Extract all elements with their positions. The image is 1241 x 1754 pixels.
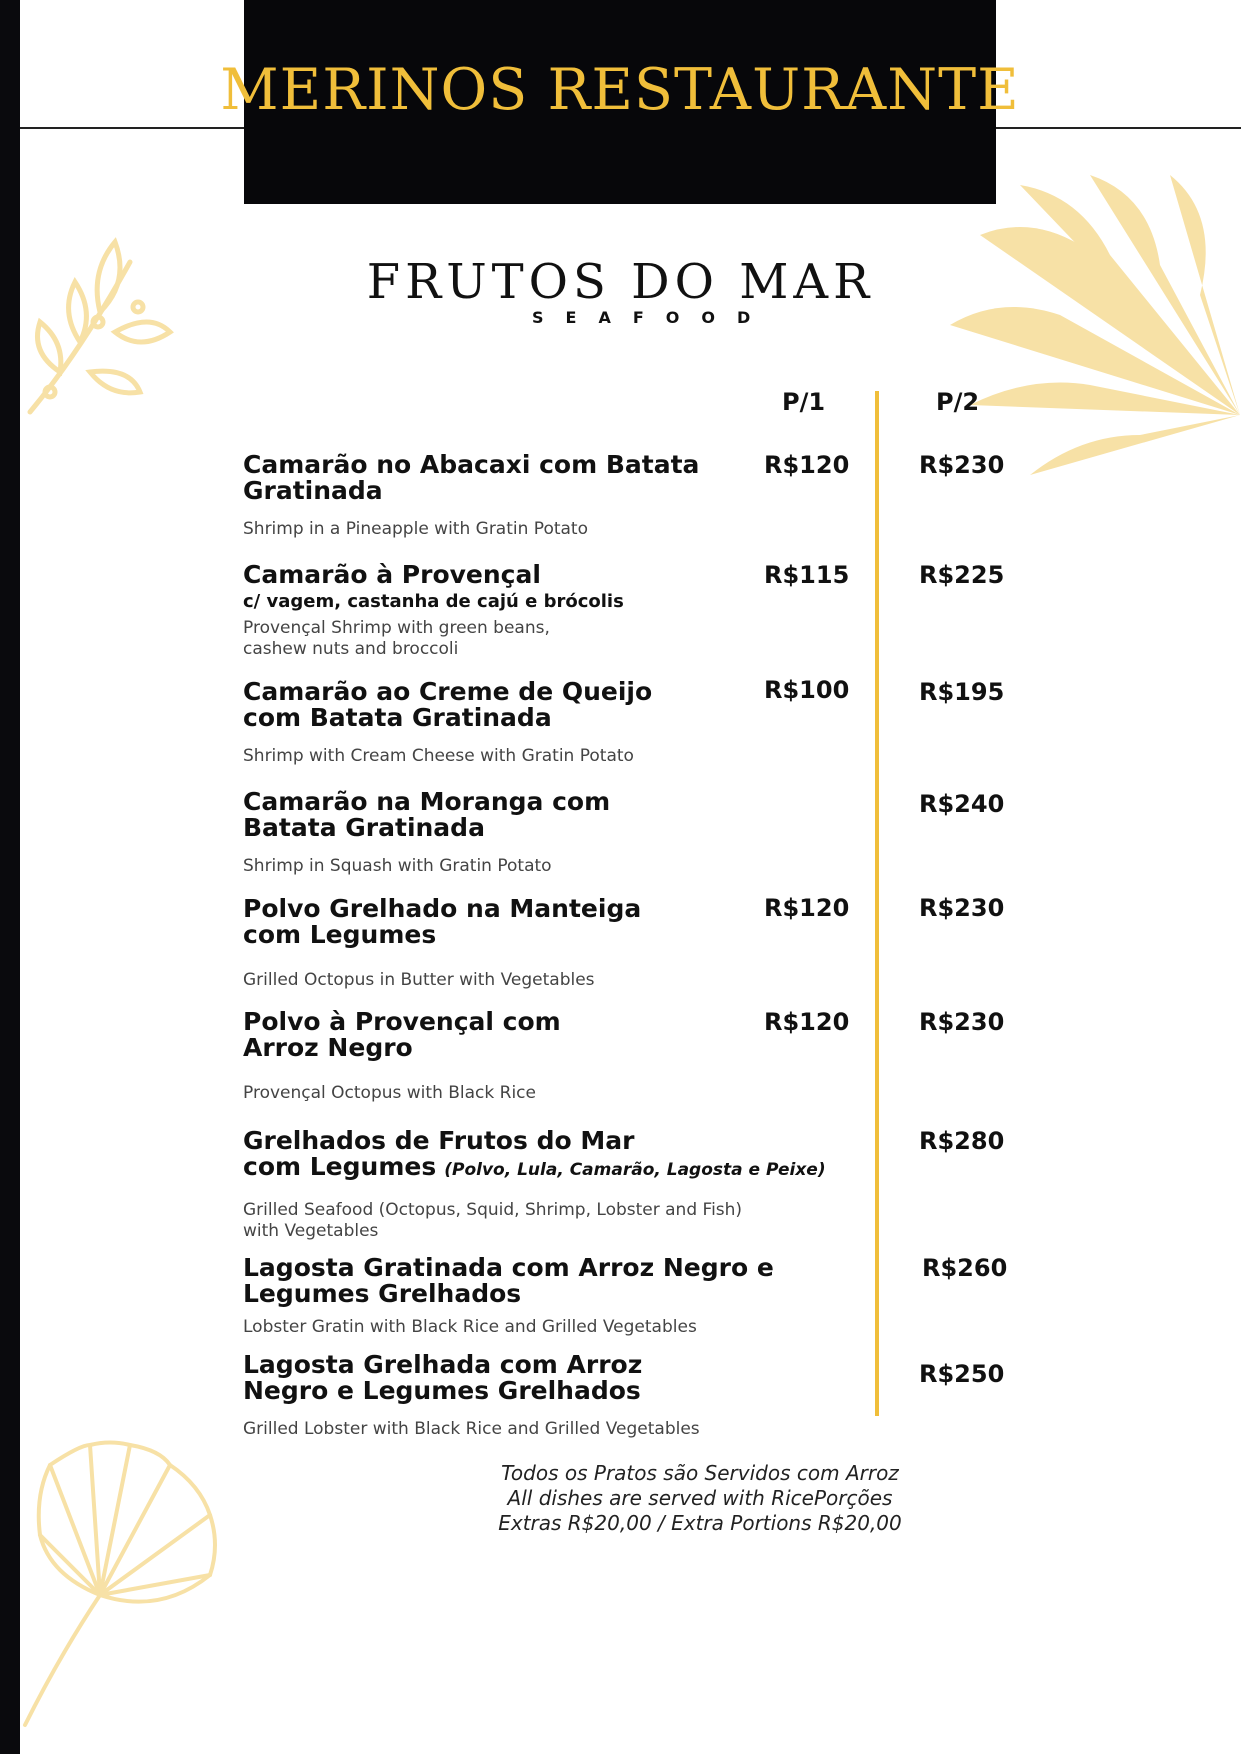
item-name: Camarão ao Creme de Queijo com Batata Gratinada (243, 677, 653, 732)
menu-item (243, 679, 843, 767)
item-name: Camarão à Provençal (243, 560, 541, 589)
item-description: Grilled Octopus in Butter with Vegetables (243, 970, 595, 990)
menu-item (243, 1009, 843, 1104)
item-price-p2: R$230 (919, 451, 1005, 479)
item-price-p1: R$115 (764, 561, 850, 589)
item-price-p2: R$225 (919, 561, 1005, 589)
column-header-p2: P/2 (936, 388, 980, 416)
item-description: Grilled Seafood (Octopus, Squid, Shrimp, Lobster and Fish) with Vegetables (243, 1200, 743, 1241)
item-description: Provençal Shrimp with green beans, cashew nuts and broccoli (243, 618, 550, 659)
item-inline-note: (Polvo, Lula, Camarão, Lagosta e Peixe) (444, 1160, 826, 1180)
restaurant-name: MERINOS RESTAURANTE (220, 57, 1020, 123)
item-price-p2: R$250 (919, 1360, 1005, 1388)
item-description: Shrimp in a Pineapple with Gratin Potato (243, 519, 588, 539)
menu-item (243, 896, 843, 991)
item-description: Shrimp with Cream Cheese with Gratin Potato (243, 746, 634, 766)
item-price-p1: R$120 (764, 451, 850, 479)
item-price-p2: R$195 (919, 678, 1005, 706)
item-name (243, 1128, 863, 1183)
footer-line-3: Extras R$20,00 / Extra Portions R$20,00 (498, 1511, 902, 1535)
item-price-p2: R$230 (919, 894, 1005, 922)
leaf-sprig-top-left-icon (20, 222, 195, 422)
item-description: Provençal Octopus with Black Rice (243, 1083, 536, 1103)
item-description: Lobster Gratin with Black Rice and Grilled Vegetables (243, 1317, 697, 1337)
item-name: Polvo à Provençal com Arroz Negro (243, 1007, 561, 1062)
menu-item (243, 789, 843, 877)
item-price-p2: R$280 (919, 1127, 1005, 1155)
palm-leaf-bottom-left-icon (20, 1425, 220, 1735)
item-description: Grilled Lobster with Black Rice and Grilled Vegetables (243, 1419, 700, 1439)
item-price-p2: R$230 (919, 1008, 1005, 1036)
footer-line-2: All dishes are served with RicePorções (507, 1486, 893, 1510)
section-title: FRUTOS DO MAR (366, 254, 875, 310)
item-detail: c/ vagem, castanha de cajú e brócolis (243, 591, 624, 612)
column-header-p1: P/1 (782, 388, 826, 416)
header-rule-left (20, 127, 244, 129)
item-name: Polvo Grelhado na Manteiga com Legumes (243, 894, 642, 949)
menu-item (243, 1128, 863, 1242)
item-name-line1: Grelhados de Frutos do Mar (243, 1126, 635, 1155)
menu-item (243, 1352, 843, 1440)
item-name: Camarão na Moranga com Batata Gratinada (243, 787, 611, 842)
item-name-line2: com Legumes (243, 1152, 437, 1181)
item-description: Shrimp in Squash with Gratin Potato (243, 856, 552, 876)
menu-item (243, 1255, 863, 1338)
menu-item (243, 452, 843, 540)
item-name: Camarão no Abacaxi com Batata Gratinada (243, 450, 700, 505)
menu-item (243, 562, 843, 660)
item-price-p2: R$240 (919, 790, 1005, 818)
item-name: Lagosta Gratinada com Arroz Negro e Legumes Grelhados (243, 1253, 774, 1308)
column-divider (875, 391, 879, 1416)
item-price-p2: R$260 (922, 1254, 1008, 1282)
item-price-p1: R$120 (764, 1008, 850, 1036)
footer-note (460, 1461, 940, 1536)
section-subtitle: SEAFOOD (532, 308, 773, 327)
item-name: Lagosta Grelhada com Arroz Negro e Legumes Grelhados (243, 1350, 643, 1405)
item-price-p1: R$120 (764, 894, 850, 922)
header-banner (220, 0, 1020, 204)
footer-line-1: Todos os Pratos são Servidos com Arroz (501, 1461, 899, 1485)
header-rule-right (996, 127, 1241, 129)
item-price-p1: R$100 (764, 676, 850, 704)
